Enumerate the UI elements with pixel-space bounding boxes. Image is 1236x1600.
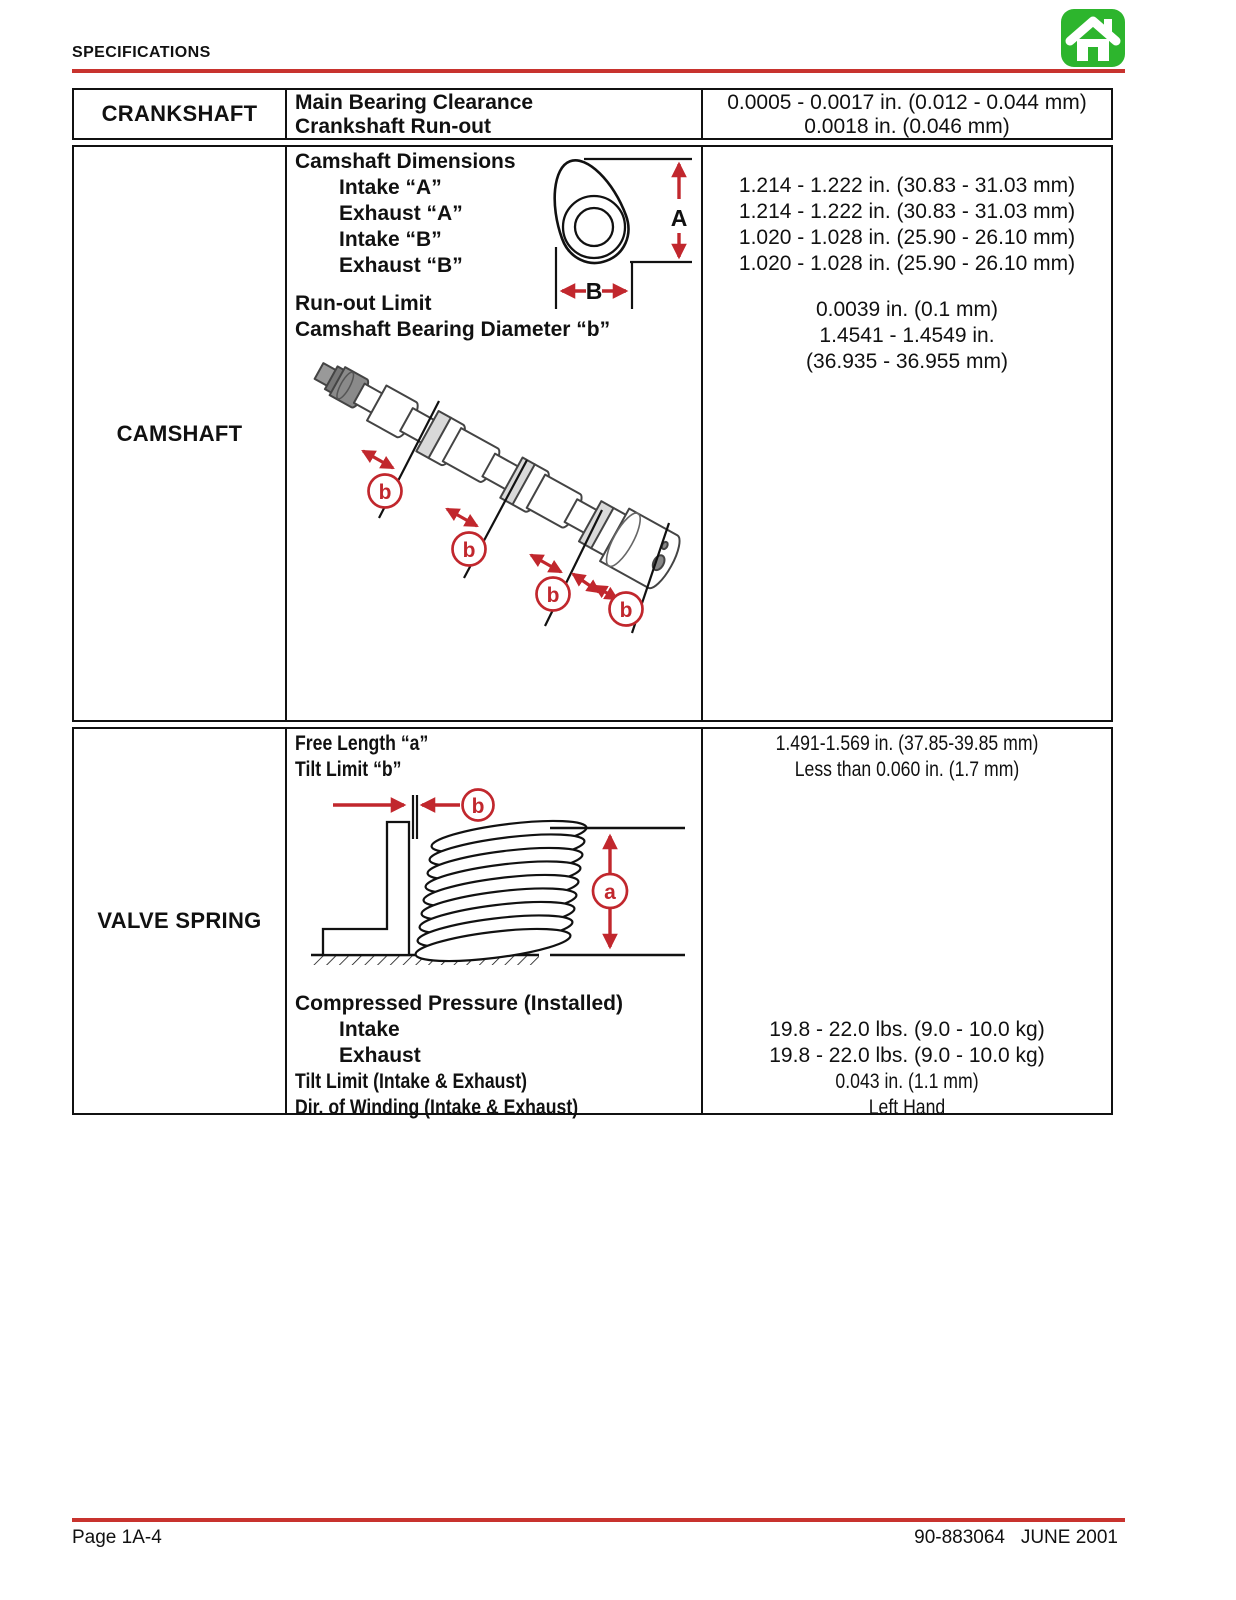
spec-label: Dir. of Winding (Intake & Exhaust) <box>295 1096 579 1119</box>
valve-spring-values-cell <box>701 729 1111 1119</box>
svg-text:a: a <box>604 881 616 904</box>
spec-label: Exhaust <box>339 1044 421 1067</box>
spec-label: Exhaust “A” <box>339 202 463 225</box>
footer-rule <box>72 1518 1125 1522</box>
spec-value: Left Hand <box>868 1096 946 1119</box>
document-number: 90-883064 JUNE 2001 <box>914 1527 1118 1548</box>
spec-value: 0.0005 - 0.0017 in. (0.012 - 0.044 mm) <box>727 91 1087 114</box>
table-row-crankshaft <box>72 88 1113 140</box>
spec-value: (36.935 - 36.955 mm) <box>806 350 1008 373</box>
spec-label: Tilt Limit (Intake & Exhaust) <box>295 1070 527 1093</box>
camshaft-labels-cell <box>285 147 701 720</box>
spec-label: Run-out Limit <box>295 292 432 315</box>
spec-value: 0.043 in. (1.1 mm) <box>835 1070 979 1093</box>
circled-b-label <box>610 593 643 626</box>
spec-label: Intake <box>339 1018 400 1041</box>
page-number: Page 1A-4 <box>72 1527 162 1548</box>
home-button[interactable] <box>1060 8 1126 68</box>
spec-label: Camshaft Bearing Diameter “b” <box>295 318 611 341</box>
page-title: SPECIFICATIONS <box>72 44 211 61</box>
svg-text:b: b <box>546 584 560 607</box>
valve-spring-labels-cell <box>285 729 701 1119</box>
category-cell-camshaft: CAMSHAFT <box>116 420 243 446</box>
dim-b-label: B <box>585 278 603 304</box>
spec-label: Tilt Limit “b” <box>295 758 402 781</box>
spec-label: Crankshaft Run-out <box>295 115 491 138</box>
spec-heading: Camshaft Dimensions <box>295 150 516 173</box>
spec-value: 1.4541 - 1.4549 in. <box>819 324 995 347</box>
spec-value: 0.0018 in. (0.046 mm) <box>804 115 1010 138</box>
spec-table <box>72 88 1113 1119</box>
circled-b-label <box>369 475 402 508</box>
spec-label: Intake “A” <box>339 176 442 199</box>
spec-value: 19.8 - 22.0 lbs. (9.0 - 10.0 kg) <box>769 1018 1045 1041</box>
camshaft-values-cell <box>701 147 1111 720</box>
camshaft-drawing <box>297 343 692 638</box>
spec-value: 1.214 - 1.222 in. (30.83 - 31.03 mm) <box>738 174 1076 197</box>
cam-lobe-diagram <box>542 149 692 329</box>
valve-spring-diagram <box>297 765 697 965</box>
table-row-camshaft <box>72 145 1113 722</box>
crankshaft-values-cell <box>701 90 1111 138</box>
home-icon <box>1061 9 1125 67</box>
spec-value: Less than 0.060 in. (1.7 mm) <box>794 758 1020 781</box>
crankshaft-labels-cell <box>285 90 701 138</box>
table-row-valve-spring <box>72 727 1113 1119</box>
spec-value: 1.214 - 1.222 in. (30.83 - 31.03 mm) <box>738 200 1076 223</box>
circled-a-label <box>593 874 627 908</box>
spec-label: Main Bearing Clearance <box>295 91 534 114</box>
spec-value: 0.0039 in. (0.1 mm) <box>815 298 999 321</box>
svg-text:b: b <box>378 481 392 504</box>
spec-heading: Compressed Pressure (Installed) <box>295 992 623 1015</box>
circled-b-label <box>463 790 494 821</box>
svg-text:b: b <box>462 539 476 562</box>
spec-value: 19.8 - 22.0 lbs. (9.0 - 10.0 kg) <box>769 1044 1045 1067</box>
spec-value: 1.020 - 1.028 in. (25.90 - 26.10 mm) <box>738 252 1076 275</box>
circled-b-label <box>453 533 486 566</box>
spec-label: Free Length “a” <box>295 732 429 755</box>
circled-b-label <box>537 578 570 611</box>
category-cell-crankshaft: CRANKSHAFT <box>101 101 258 126</box>
spec-value: 1.491-1.569 in. (37.85-39.85 mm) <box>775 732 1039 755</box>
spec-label: Intake “B” <box>339 228 442 251</box>
category-cell-valve-spring: VALVE SPRING <box>97 908 262 933</box>
spec-label: Exhaust “B” <box>339 254 463 277</box>
dim-a-label: A <box>670 205 688 231</box>
spec-value: 1.020 - 1.028 in. (25.90 - 26.10 mm) <box>738 226 1076 249</box>
svg-text:b: b <box>619 599 633 622</box>
svg-text:b: b <box>471 795 485 818</box>
header-rule <box>72 69 1125 73</box>
